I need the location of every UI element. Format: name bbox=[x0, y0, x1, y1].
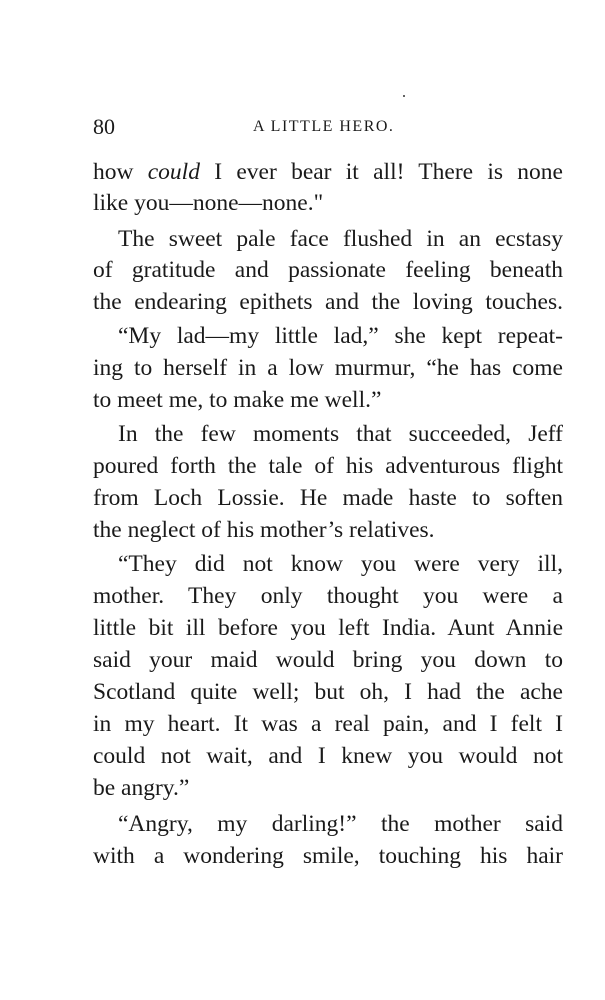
text-line: “Angry, my darling!” the mother said bbox=[118, 811, 563, 837]
text-line: to meet me, to make me well.” bbox=[93, 387, 382, 413]
text-line: in my heart. It was a real pain, and I felt I bbox=[93, 711, 563, 737]
text-line: “They did not know you were very ill, bbox=[118, 551, 563, 577]
text-line: In the few moments that succeeded, Jeff bbox=[118, 421, 563, 447]
text-line: could not wait, and I knew you would not bbox=[93, 743, 563, 769]
text-line: ing to herself in a low murmur, “he has come bbox=[93, 355, 563, 381]
text-line: The sweet pale face flushed in an ecstasy bbox=[118, 226, 563, 252]
text-line: “My lad—my little lad,” she kept repeat- bbox=[118, 323, 563, 349]
text-line: how could I ever bear it all! There is none bbox=[93, 159, 563, 185]
text-line: the neglect of his mother’s relatives. bbox=[93, 517, 435, 543]
text-line: mother. They only thought you were a bbox=[93, 583, 563, 609]
text-line: Scotland quite well; but oh, I had the ache bbox=[93, 679, 563, 705]
text-line: like you—none—none." bbox=[93, 190, 324, 216]
text-line: poured forth the tale of his adventurous flight bbox=[93, 453, 563, 479]
emphasis-could: could bbox=[147, 159, 200, 185]
text-line: little bit ill before you left India. Aunt Annie bbox=[93, 615, 563, 641]
text-line: said your maid would bring you down to bbox=[93, 647, 563, 673]
running-title: A LITTLE HERO. bbox=[253, 118, 395, 135]
text-line: the endearing epithets and the loving touches. bbox=[93, 289, 563, 315]
text-line: be angry.” bbox=[93, 775, 190, 801]
text-line: of gratitude and passionate feeling beneath bbox=[93, 257, 563, 283]
text-line: from Loch Lossie. He made haste to soften bbox=[93, 485, 563, 511]
page-header bbox=[93, 114, 563, 144]
page-number: 80 bbox=[93, 114, 115, 139]
text-line: with a wondering smile, touching his hair bbox=[93, 843, 563, 869]
print-speck bbox=[403, 95, 405, 97]
